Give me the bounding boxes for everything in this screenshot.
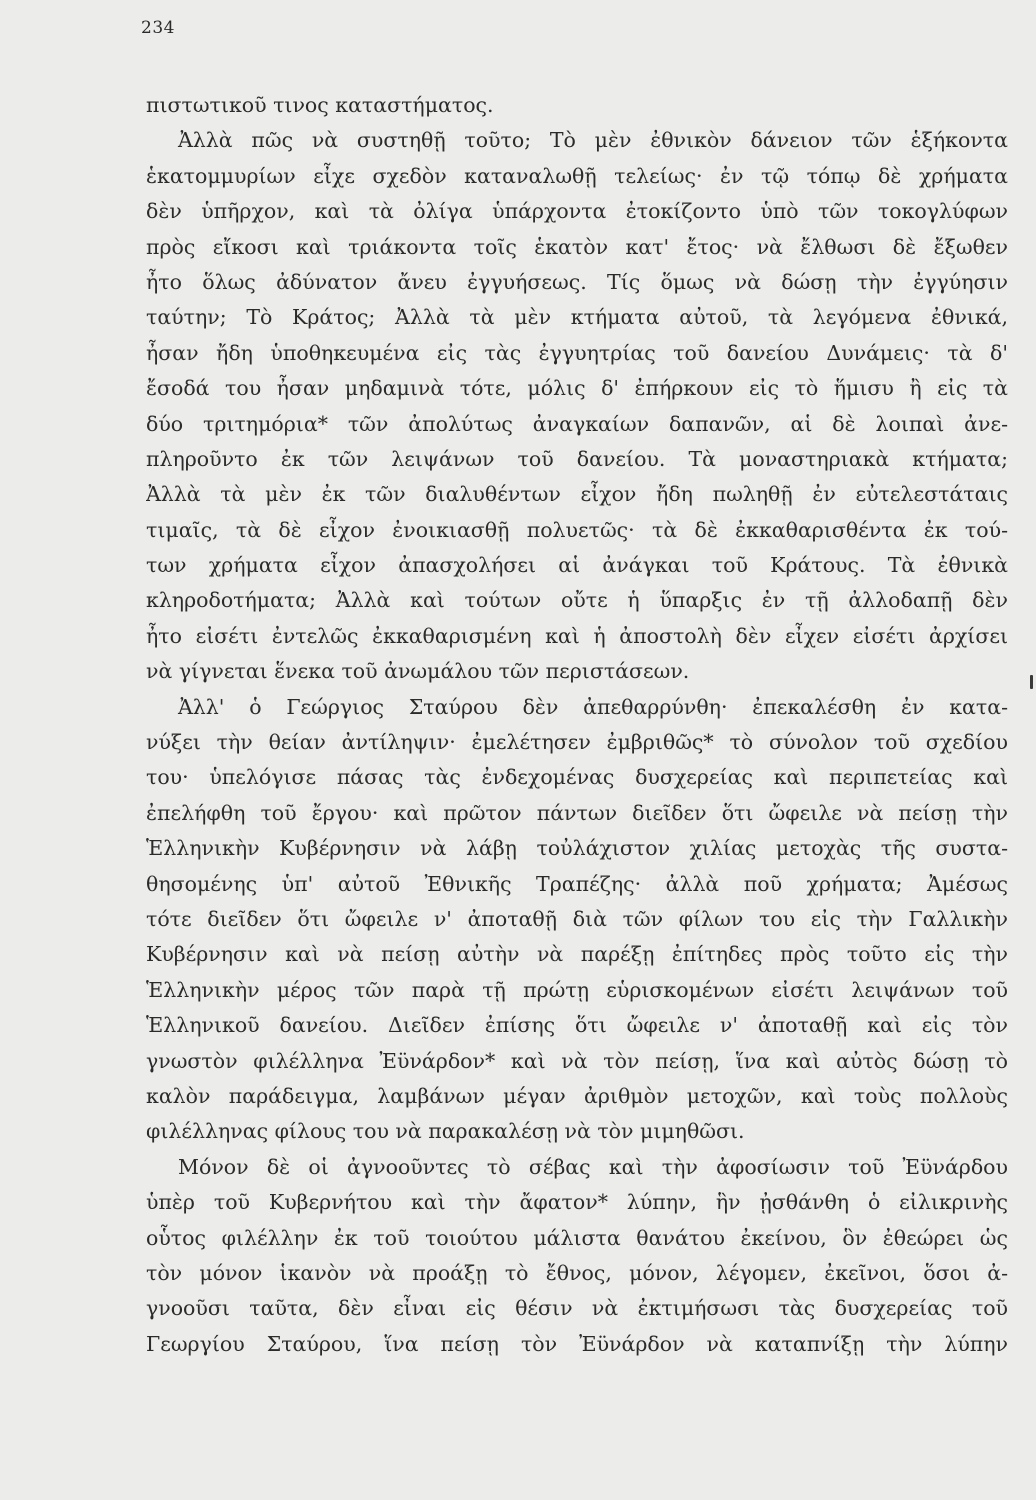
text-line: των χρήματα εἶχον ἀπασχολήσει αἱ ἀνάγκαι τοῦ Κράτους. Τὰ ἐθνικὰ <box>146 553 1008 578</box>
text-line: ὑπὲρ τοῦ Κυβερνήτου καὶ τὴν ἄφατον* λύπην, ἣν ᾐσθάνθη ὁ εἰλικρινὴς <box>146 1190 1008 1215</box>
text-line: δύο τριτημόρια* τῶν ἀπολύτως ἀναγκαίων δαπανῶν, αἱ δὲ λοιπαὶ ἀνε- <box>146 411 1008 436</box>
text-line: ἦσαν ἤδη ὑποθηκευμένα εἰς τὰς ἐγγυητρίας τοῦ δανείου Δυνάμεις· τὰ δ' <box>146 340 1008 365</box>
margin-mark <box>1030 675 1033 689</box>
text-line: νὰ γίγνεται ἕνεκα τοῦ ἀνωμάλου τῶν περιστάσεων. <box>146 659 690 684</box>
text-line: ἐπελήφθη τοῦ ἔργου· καὶ πρῶτον πάντων διεῖδεν ὅτι ὤφειλε νὰ πείσῃ τὴν <box>146 800 1008 825</box>
text-line: καλὸν παράδειγμα, λαμβάνων μέγαν ἀριθμὸν μετοχῶν, καὶ τοὺς πολλοὺς <box>146 1083 1008 1108</box>
text-line: νύξει τὴν θείαν ἀντίληψιν· ἐμελέτησεν ἐμβριθῶς* τὸ σύνολον τοῦ σχεδίου <box>146 730 1008 755</box>
text-line: Ἑλληνικὴν μέρος τῶν παρὰ τῇ πρώτῃ εὑρισκομένων εἰσέτι λειψάνων τοῦ <box>146 977 1008 1002</box>
text-line: γνωστὸν φιλέλληνα Ἐϋνάρδον* καὶ νὰ τὸν πείσῃ, ἵνα καὶ αὐτὸς δώσῃ τὸ <box>146 1048 1008 1073</box>
text-line: ταύτην; Τὸ Κράτος; Ἀλλὰ τὰ μὲν κτήματα αὐτοῦ, τὰ λεγόμενα ἐθνικά, <box>146 305 1008 330</box>
text-line: πληροῦντο ἐκ τῶν λειψάνων τοῦ δανείου. Τὰ μοναστηριακὰ κτήματα; <box>146 446 1008 471</box>
text-line: πιστωτικοῦ τινος καταστήματος. <box>146 93 494 117</box>
text-line: ἑκατομμυρίων εἶχε σχεδὸν καταναλωθῇ τελείως· ἐν τῷ τόπῳ δὲ χρήματα <box>146 163 1008 188</box>
text-line: γνοοῦσι ταῦτα, δὲν εἶναι εἰς θέσιν νὰ ἐκτιμήσωσι τὰς δυσχερείας τοῦ <box>146 1296 1008 1321</box>
text-line: τότε διεῖδεν ὅτι ὤφειλε ν' ἀποταθῇ διὰ τῶν φίλων του εἰς τὴν Γαλλικὴν <box>146 906 1008 931</box>
text-line: ἦτο εἰσέτι ἐντελῶς ἐκκαθαρισμένη καὶ ἡ ἀποστολὴ δὲν εἶχεν εἰσέτι ἀρχίσει <box>146 623 1008 648</box>
text-line: Ἀλλ' ὁ Γεώργιος Σταύρου δὲν ἀπεθαρρύνθη· ἐπεκαλέσθη ἐν κατα- <box>178 694 1008 719</box>
text-line: ἦτο ὅλως ἀδύνατον ἄνευ ἐγγυήσεως. Τίς ὅμως νὰ δώσῃ τὴν ἐγγύησιν <box>146 269 1008 294</box>
text-line: κληροδοτήματα; Ἀλλὰ καὶ τούτων οὔτε ἡ ὕπαρξις ἐν τῇ ἀλλοδαπῇ δὲν <box>146 588 1008 613</box>
text-line: Ἀλλὰ πῶς νὰ συστηθῇ τοῦτο; Τὸ μὲν ἐθνικὸν δάνειον τῶν ἑξήκοντα <box>178 128 1008 153</box>
text-body <box>146 88 1008 1362</box>
page-number: 234 <box>141 18 175 38</box>
text-line: Ἀλλὰ τὰ μὲν ἐκ τῶν διαλυθέντων εἶχον ἤδη πωληθῇ ἐν εὐτελεστάταις <box>146 482 1008 507</box>
text-line: τιμαῖς, τὰ δὲ εἶχον ἐνοικιασθῇ πολυετῶς· τὰ δὲ ἐκκαθαρισθέντα ἐκ τού- <box>146 517 1008 542</box>
text-line: Ἑλληνικοῦ δανείου. Διεῖδεν ἐπίσης ὅτι ὤφειλε ν' ἀποταθῇ καὶ εἰς τὸν <box>146 1013 1008 1038</box>
text-line: Ἑλληνικὴν Κυβέρνησιν νὰ λάβῃ τοὐλάχιστον χιλίας μετοχὰς τῆς συστα- <box>146 836 1008 861</box>
text-line: Μόνον δὲ οἱ ἀγνοοῦντες τὸ σέβας καὶ τὴν ἀφοσίωσιν τοῦ Ἐϋνάρδου <box>178 1154 1008 1179</box>
text-line: φιλέλληνας φίλους του νὰ παρακαλέσῃ νὰ τὸν μιμηθῶσι. <box>146 1119 745 1144</box>
text-line: του· ὑπελόγισε πάσας τὰς ἐνδεχομένας δυσχερείας καὶ περιπετείας καὶ <box>146 765 1008 790</box>
text-line: δὲν ὑπῆρχον, καὶ τὰ ὀλίγα ὑπάρχοντα ἐτοκίζοντο ὑπὸ τῶν τοκογλύφων <box>146 199 1008 224</box>
text-line: ἔσοδά του ἦσαν μηδαμινὰ τότε, μόλις δ' ἐπήρκουν εἰς τὸ ἥμισυ ἢ εἰς τὰ <box>146 376 1008 401</box>
text-line: Γεωργίου Σταύρου, ἵνα πείσῃ τὸν Ἐϋνάρδον νὰ καταπνίξῃ τὴν λύπην <box>146 1331 1008 1356</box>
text-line: τὸν μόνον ἱκανὸν νὰ προάξῃ τὸ ἔθνος, μόνον, λέγομεν, ἐκεῖνοι, ὅσοι ἀ- <box>146 1260 1008 1285</box>
text-line: πρὸς εἴκοσι καὶ τριάκοντα τοῖς ἑκατὸν κατ' ἔτος· νὰ ἔλθωσι δὲ ἔξωθεν <box>146 234 1008 259</box>
text-line: οὗτος φιλέλλην ἐκ τοῦ τοιούτου μάλιστα θανάτου ἐκείνου, ὃν ἐθεώρει ὡς <box>146 1225 1008 1250</box>
text-line: θησομένης ὑπ' αὐτοῦ Ἐθνικῆς Τραπέζης· ἀλλὰ ποῦ χρήματα; Ἀμέσως <box>146 871 1008 896</box>
text-line: Κυβέρνησιν καὶ νὰ πείσῃ αὐτὴν νὰ παρέξῃ ἐπίτηδες πρὸς τοῦτο εἰς τὴν <box>146 942 1008 967</box>
